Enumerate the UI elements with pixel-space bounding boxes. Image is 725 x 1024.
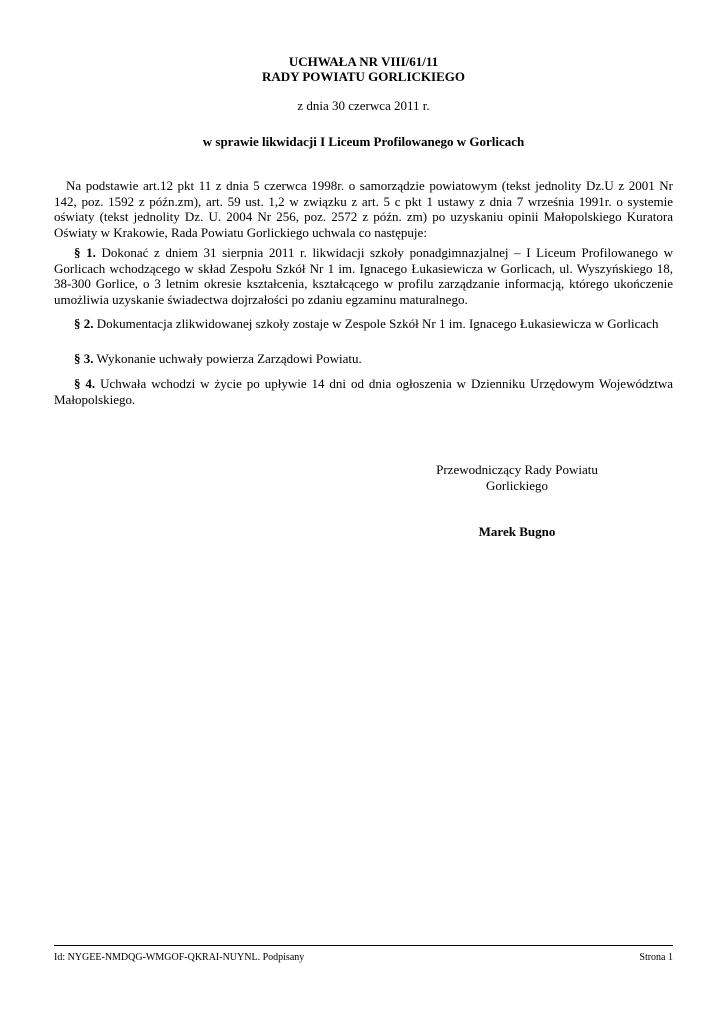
paragraph-2-mark: § 2. <box>74 316 94 331</box>
document-subject: w sprawie likwidacji I Liceum Profilowanego w Gorlicach <box>202 134 525 149</box>
signer-name: Marek Bugno <box>478 524 556 539</box>
paragraph-4-mark: § 4. <box>74 376 96 391</box>
signature-role-line-2: Gorlickiego <box>485 478 549 493</box>
paragraph-2-text: Dokumentacja zlikwidowanej szkoły zostaje w Zespole Szkół Nr 1 im. Ignacego Łukasiewicza w Gorlicach <box>96 316 659 331</box>
footer-divider <box>54 945 673 946</box>
legal-basis-paragraph: Na podstawie art.12 pkt 11 z dnia 5 czerwca 1998r. o samorządzie powiatowym (tekst jednolity Dz.U z 2001 Nr 142, poz. 1592 z późn.zm), art. 59 ust. 1,2 w związku z art. 5 c pkt 1 ustawy z dnia 7 września 1991r. o systemie oświaty (tekst jednolity Dz. U. 2004 Nr 256, poz. 2572 z późn. zm) po uzyskaniu opinii Małopolskiego Kuratora Oświaty w Krakowie, Rada Powiatu Gorlickiego uchwala co następuje: <box>54 178 673 240</box>
paragraph-4 <box>54 376 673 407</box>
signature-role-line-1: Przewodniczący Rady Powiatu <box>436 462 598 477</box>
paragraph-1 <box>54 245 673 307</box>
document-title <box>54 54 673 84</box>
paragraph-1-mark: § 1. <box>74 245 96 260</box>
paragraph-4-text: Uchwała wchodzi w życie po upływie 14 dni od dnia ogłoszenia w Dzienniku Urzędowym Województwa Małopolskiego. <box>54 376 674 407</box>
document-date: z dnia 30 czerwca 2011 r. <box>297 98 430 113</box>
signature-block <box>415 462 619 494</box>
footer-document-id: Id: NYGEE-NMDQG-WMGOF-QKRAI-NUYNL. Podpisany <box>54 952 305 963</box>
paragraph-2 <box>54 316 673 332</box>
paragraph-3 <box>54 351 673 367</box>
paragraph-3-text: Wykonanie uchwały powierza Zarządowi Powiatu. <box>96 351 362 366</box>
title-line-2: RADY POWIATU GORLICKIEGO <box>262 69 465 84</box>
paragraph-3-mark: § 3. <box>74 351 94 366</box>
footer-page-number: Strona 1 <box>639 952 673 963</box>
title-line-1: UCHWAŁA NR VIII/61/11 <box>288 54 439 69</box>
paragraph-1-text: Dokonać z dniem 31 sierpnia 2011 r. likwidacji szkoły ponadgimnazjalnej – I Liceum Profilowanego w Gorlicach wchodzącego w skład Zespołu Szkół Nr 1 im. Ignacego Łukasiewicza w Gorlicach, ul. Wyszyńskiego 18, 38-300 Gorlice, o 3 letnim okresie kształcenia, kształcącego w profilu zarządzanie informacją, którego ukończenie umożliwia uzyskanie świadectwa dojrzałości po zdaniu egzaminu maturalnego. <box>54 245 673 307</box>
